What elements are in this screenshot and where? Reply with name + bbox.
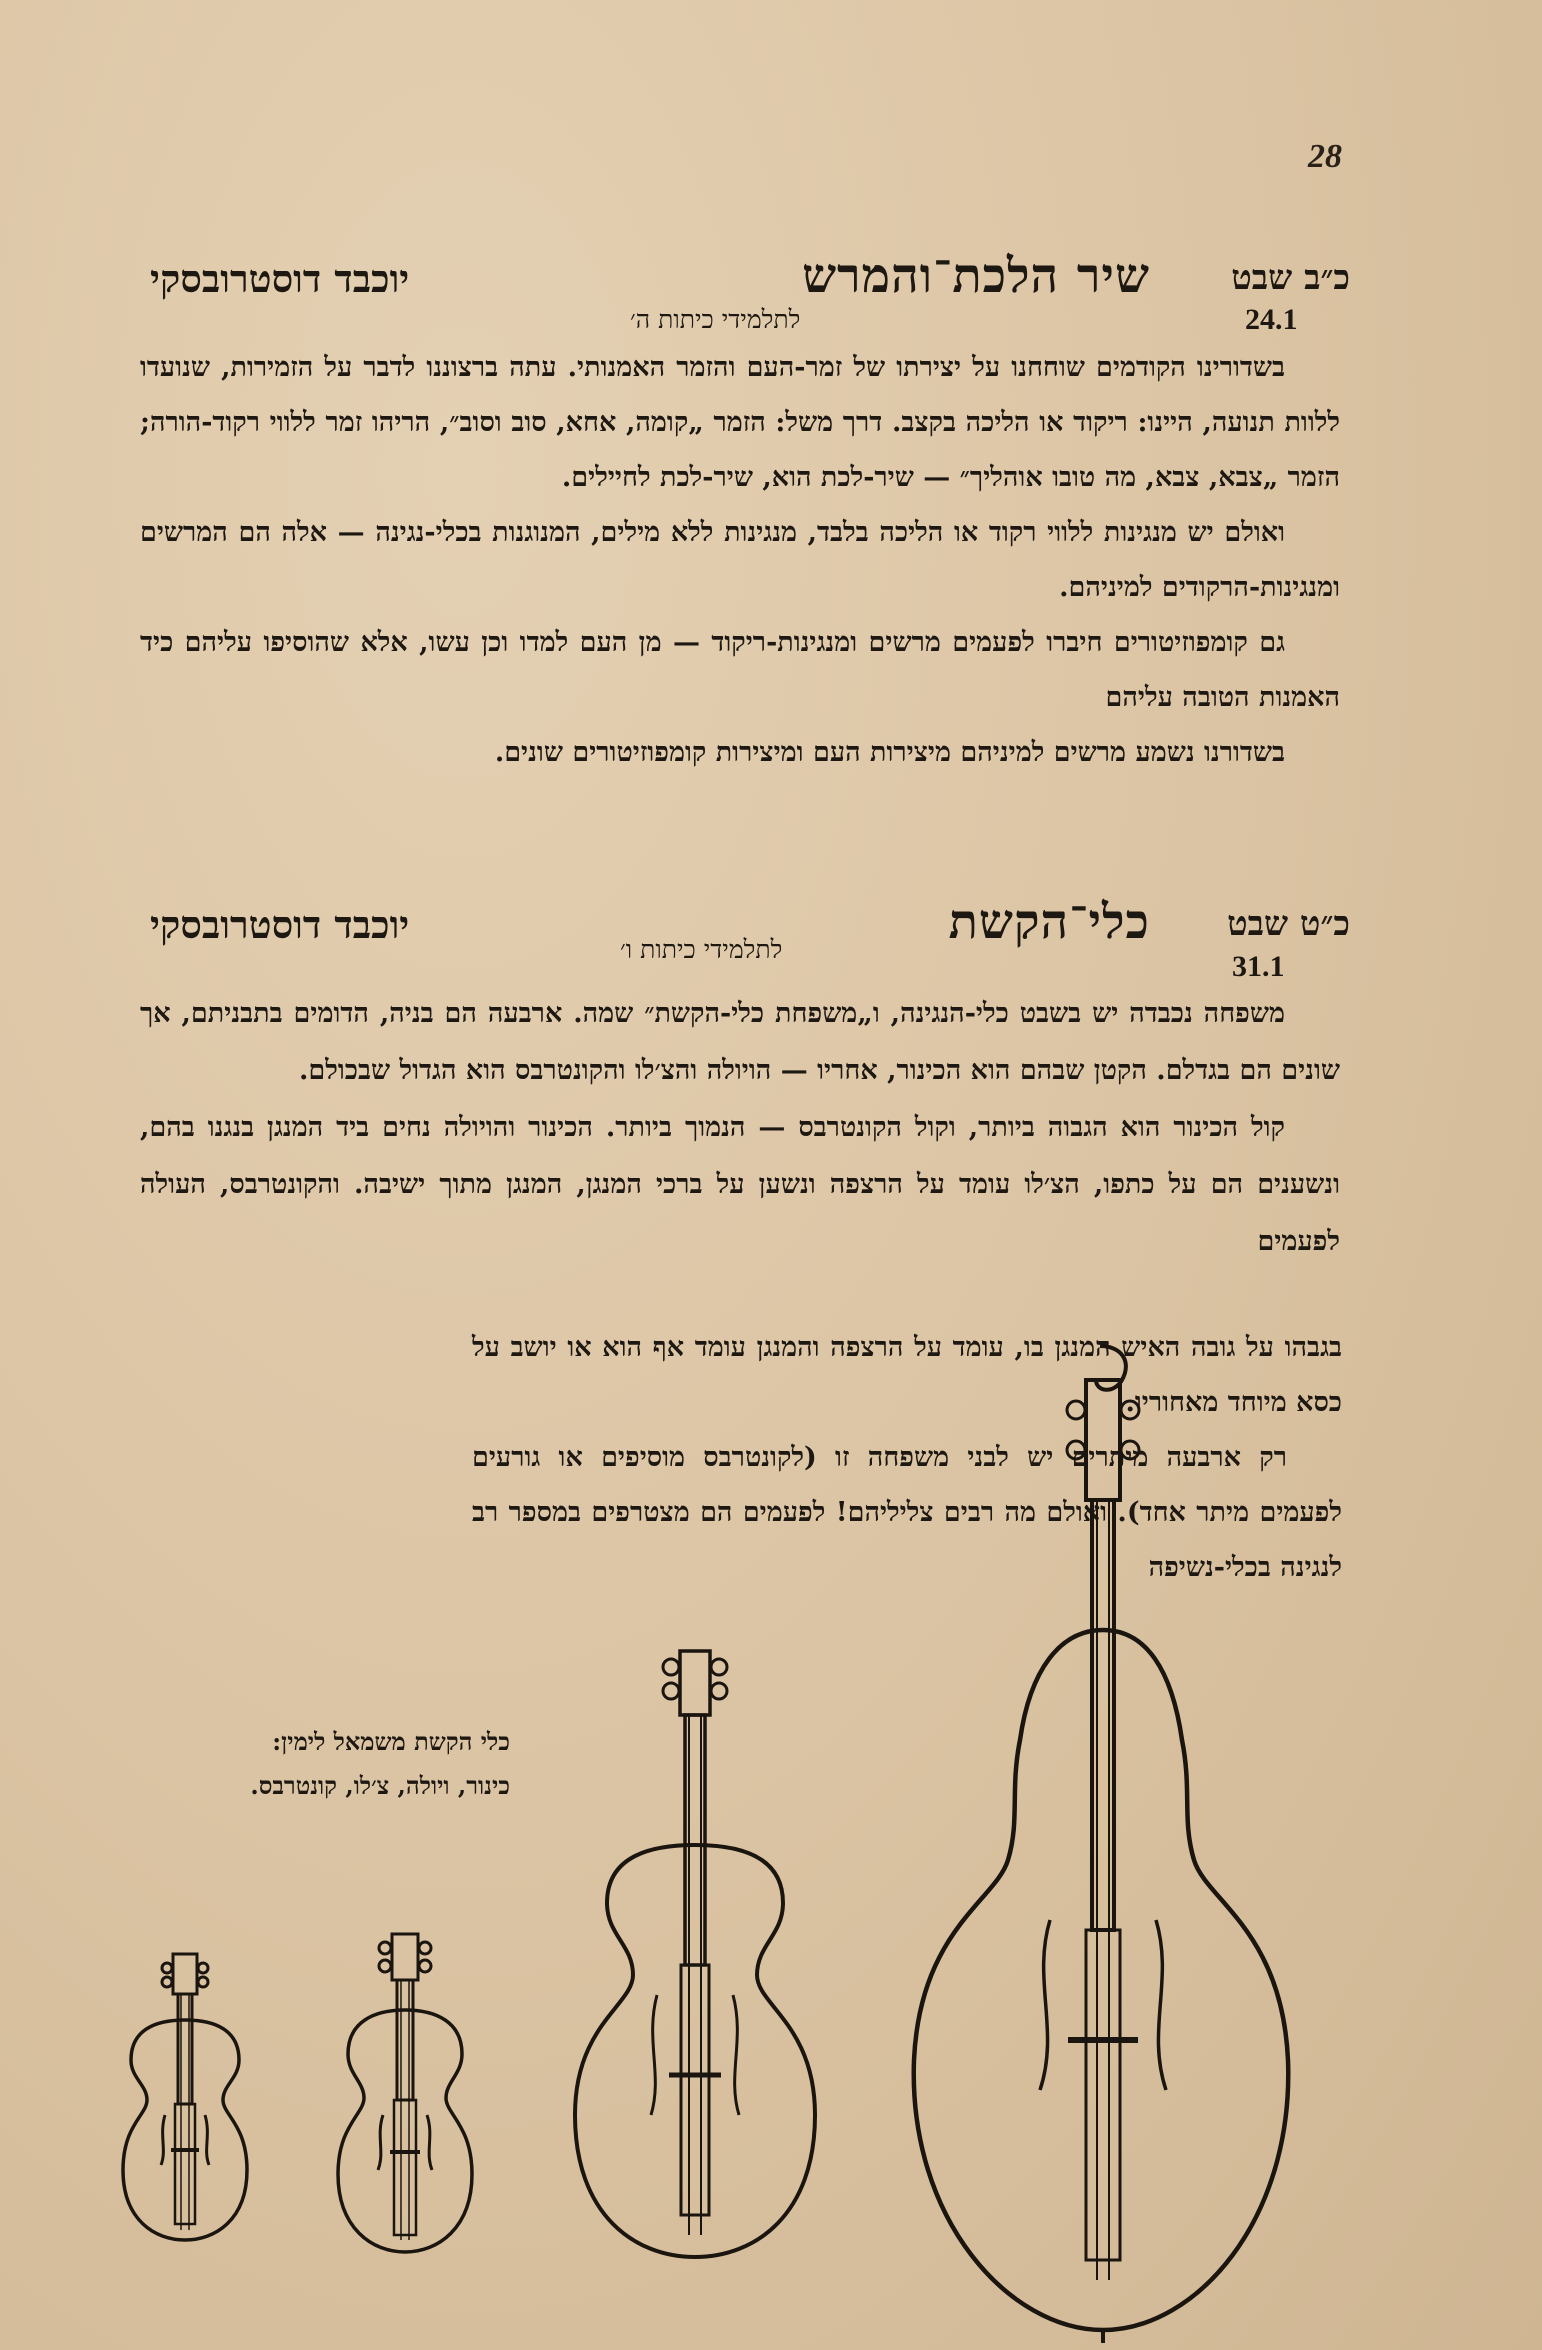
section2-author: יוכבד דוסטרובסקי [150, 902, 410, 947]
page-number: 28 [1308, 138, 1342, 175]
paragraph: משפחה נכבדה יש בשבט כלי-הנגינה, ו„משפחת כלי-הקשת״ שמה. ארבעה הם בניה, הדומים בתבניתם, אך שונים הם בגדלם. הקטן שבהם הוא הכינור, אחריו — הויולה והצ׳לו והקונטרבס הוא הגדול שבכולם. [140, 998, 1340, 1086]
section2-title: כלי־הקשת [948, 894, 1150, 950]
paragraph: גם קומפוזיטורים חיברו לפעמים מרשים ומנגינות-ריקוד — מן העם למדו וכן עשו, אלא שהוסיפו עליהם כיד האמנות הטובה עליהם [140, 627, 1340, 713]
section2-date: כ״ט שבט [1227, 904, 1350, 944]
violin-illustration [115, 1950, 255, 2250]
paragraph: בגבהו על גובה האיש המנגן בו, עומד על הרצפה והמנגן עומד אף הוא או יושב על כסא מיוחד מאחוריו. [472, 1332, 1342, 1418]
section2-date-number: 31.1 [1232, 950, 1285, 983]
section1-title: שיר הלכת־והמרש [802, 248, 1150, 304]
illustration-caption [180, 1720, 510, 1808]
section1-date: כ״ב שבט [1231, 258, 1350, 298]
caption-line: כינור, ויולה, צ׳לו, קונטרבס. [250, 1771, 510, 1800]
paragraph: ואולם יש מנגינות ללווי רקוד או הליכה בלבד, מנגינות ללא מילים, המנוגנות בכלי-נגינה — אלה הם המרשים ומנגינות-הרקודים למיניהם. [140, 517, 1340, 603]
viola-illustration [330, 1930, 480, 2260]
double-bass-illustration [900, 1340, 1300, 2345]
section2-body [140, 985, 1340, 1270]
section1-body [140, 340, 1340, 780]
paragraph: בשדורנו נשמע מרשים למיניהם מיצירות העם ומיצירות קומפוזיטורים שונים. [494, 737, 1285, 768]
paragraph: בשדורינו הקודמים שוחחנו על יצירתו של זמר-העם והזמר האמנותי. עתה ברצוננו לדבר על הזמירות, שנועדו ללוות תנועה, היינו: ריקוד או הליכה בקצב. דרך משל: הזמר „קומה, אחא, סוב וסוב״, הריהו זמר ללווי רקוד-הורה; הזמר „צבא, צבא, מה טובו אוהליך״ — שיר-לכת הוא, שיר-לכת לחיילים. [140, 352, 1340, 493]
caption-line: כלי הקשת משמאל לימין: [272, 1727, 510, 1756]
section2-subtitle: לתלמידי כיתות ו׳ [620, 935, 783, 964]
section1-author: יוכבד דוסטרובסקי [150, 256, 410, 301]
paragraph: רק ארבעה מיתרים יש לבני משפחה זו (לקונטרבס מוסיפים או גורעים לפעמים מיתר אחד). ואולם מה רבים צליליהם! לפעמים הם מצטרפים במספר רב לנגינה בכלי-נשיפה [472, 1442, 1342, 1583]
section1-subtitle: לתלמידי כיתות ה׳ [630, 305, 801, 334]
cello-illustration [565, 1645, 825, 2270]
paragraph: קול הכינור הוא הגבוה ביותר, וקול הקונטרבס — הנמוך ביותר. הכינור והויולה נחים ביד המנגן בנגנו בהם, ונשענים הם על כתפו, הצ׳לו עומד על הרצפה ונשען על ברכי המנגן, המנגן מתוך ישיבה. והקונטרבס, העולה לפעמים [140, 1112, 1340, 1257]
section1-date-number: 24.1 [1245, 303, 1298, 336]
